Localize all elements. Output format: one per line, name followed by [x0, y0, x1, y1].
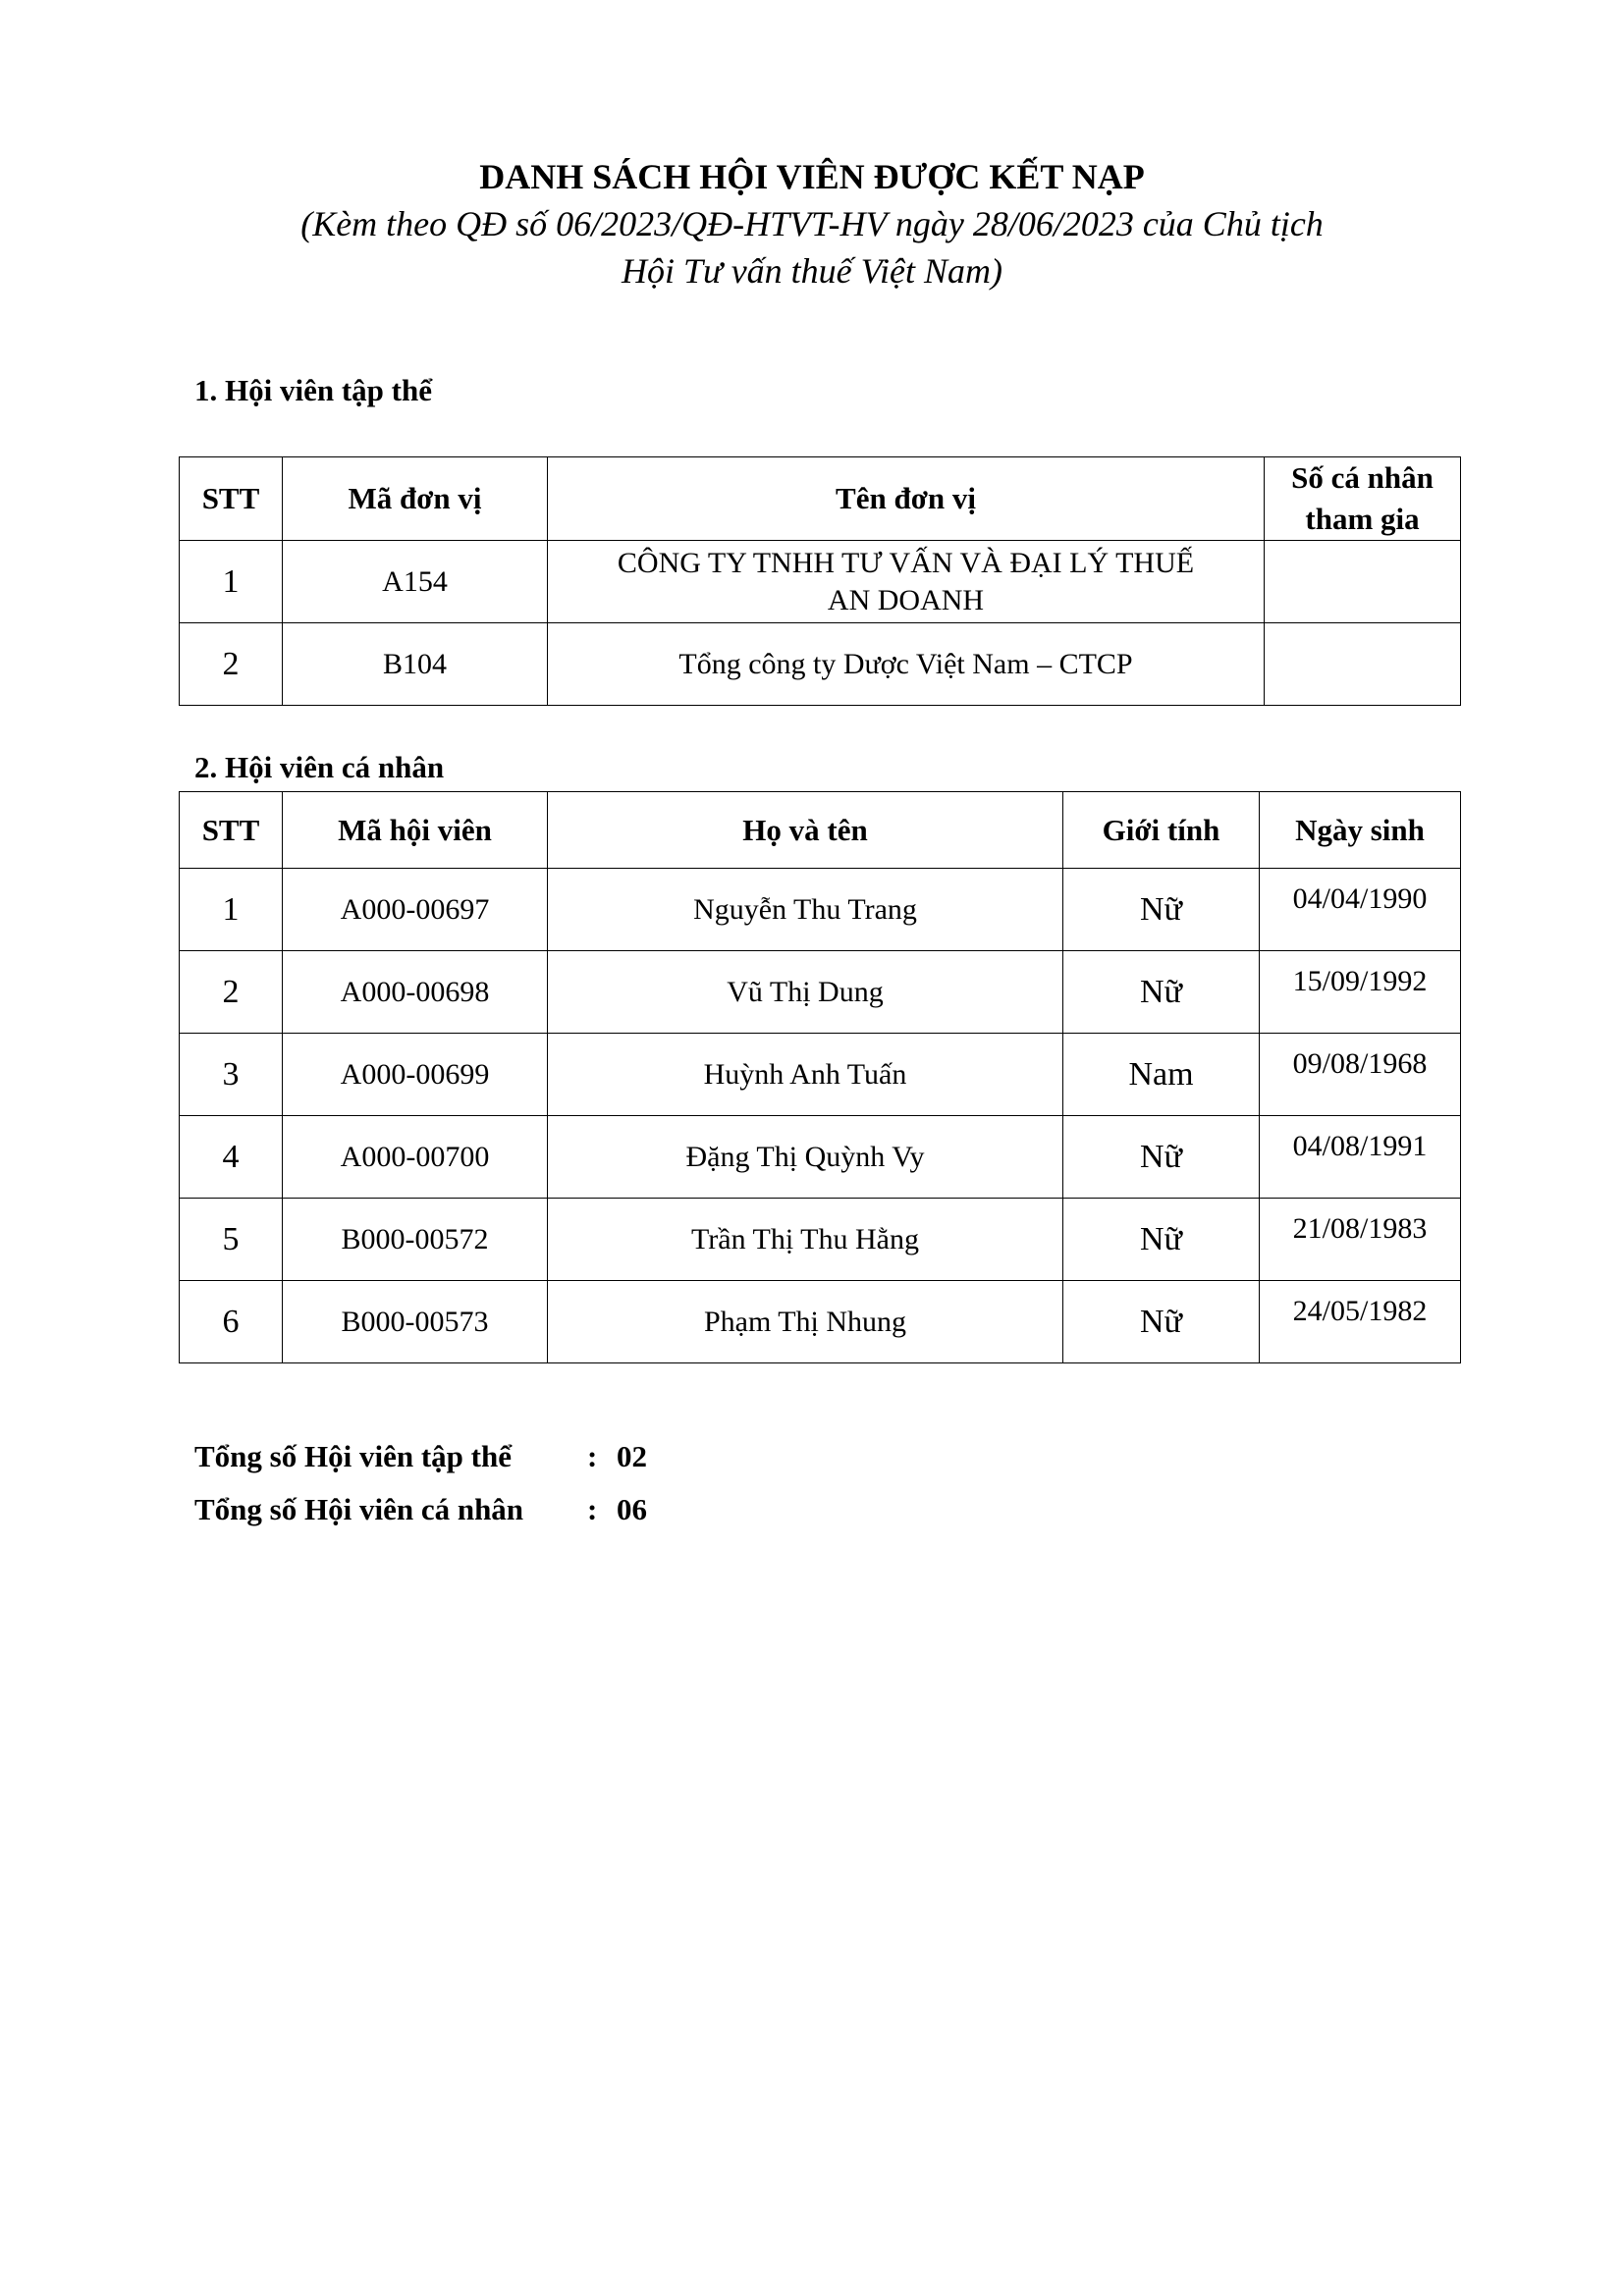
birth-date-cell: 21/08/1983 — [1260, 1199, 1461, 1281]
column-header-member-count: Số cá nhân tham gia — [1265, 457, 1461, 541]
birth-date-cell: 09/08/1968 — [1260, 1034, 1461, 1116]
full-name-cell: Huỳnh Anh Tuấn — [548, 1034, 1063, 1116]
member-count-cell — [1265, 541, 1461, 623]
summary-collective-label: Tổng số Hội viên tập thể — [194, 1439, 512, 1473]
individual-members-table — [179, 791, 1461, 1363]
summary-separator: : — [587, 1492, 598, 1526]
gender-cell: Nữ — [1063, 951, 1260, 1034]
section-heading-individual: 2. Hội viên cá nhân — [194, 750, 445, 784]
gender-cell: Nữ — [1063, 869, 1260, 951]
section-heading-collective: 1. Hội viên tập thể — [194, 373, 432, 407]
table-row — [180, 623, 1461, 706]
full-name-cell: Đặng Thị Quỳnh Vy — [548, 1116, 1063, 1199]
table-row — [180, 1281, 1461, 1363]
table-row — [180, 541, 1461, 623]
summary-separator: : — [587, 1439, 598, 1473]
table-row — [180, 1199, 1461, 1281]
member-code-cell: B000-00573 — [283, 1281, 548, 1363]
birth-date-cell: 04/04/1990 — [1260, 869, 1461, 951]
summary-individual-label: Tổng số Hội viên cá nhân — [194, 1492, 524, 1526]
gender-cell: Nữ — [1063, 1199, 1260, 1281]
document-title: DANH SÁCH HỘI VIÊN ĐƯỢC KẾT NẠP — [479, 157, 1145, 196]
stt-cell: 5 — [180, 1199, 283, 1281]
summary-individual-value: 06 — [617, 1492, 647, 1526]
birth-date-cell: 24/05/1982 — [1260, 1281, 1461, 1363]
unit-code-cell: A154 — [283, 541, 548, 623]
gender-cell: Nam — [1063, 1034, 1260, 1116]
summary-individual-total — [194, 1490, 647, 1529]
unit-code-cell: B104 — [283, 623, 548, 706]
full-name-cell: Vũ Thị Dung — [548, 951, 1063, 1034]
column-header-birth-date: Ngày sinh — [1260, 792, 1461, 869]
column-header-member-code: Mã hội viên — [283, 792, 548, 869]
stt-cell: 1 — [180, 869, 283, 951]
member-code-cell: B000-00572 — [283, 1199, 548, 1281]
table-row — [180, 951, 1461, 1034]
gender-cell: Nữ — [1063, 1116, 1260, 1199]
member-code-cell: A000-00697 — [283, 869, 548, 951]
subtitle-line-2: Hội Tư vấn thuế Việt Nam) — [622, 251, 1002, 291]
member-code-cell: A000-00700 — [283, 1116, 548, 1199]
column-header-unit-code: Mã đơn vị — [283, 457, 548, 541]
birth-date-cell: 15/09/1992 — [1260, 951, 1461, 1034]
unit-name-cell: Tổng công ty Dược Việt Nam – CTCP — [548, 623, 1265, 706]
table-row — [180, 1116, 1461, 1199]
full-name-cell: Phạm Thị Nhung — [548, 1281, 1063, 1363]
member-code-cell: A000-00698 — [283, 951, 548, 1034]
full-name-cell: Trần Thị Thu Hằng — [548, 1199, 1063, 1281]
stt-cell: 6 — [180, 1281, 283, 1363]
birth-date-cell: 04/08/1991 — [1260, 1116, 1461, 1199]
unit-name-cell: CÔNG TY TNHH TƯ VẤN VÀ ĐẠI LÝ THUẾ AN DOANH — [548, 541, 1265, 623]
column-header-unit-name: Tên đơn vị — [548, 457, 1265, 541]
member-count-cell — [1265, 623, 1461, 706]
stt-cell: 1 — [180, 541, 283, 623]
gender-cell: Nữ — [1063, 1281, 1260, 1363]
collective-members-table — [179, 456, 1461, 706]
summary-collective-total — [194, 1437, 647, 1476]
column-header-gender: Giới tính — [1063, 792, 1260, 869]
member-code-cell: A000-00699 — [283, 1034, 548, 1116]
table-row — [180, 1034, 1461, 1116]
stt-cell: 3 — [180, 1034, 283, 1116]
stt-cell: 2 — [180, 623, 283, 706]
subtitle-line-1: (Kèm theo QĐ số 06/2023/QĐ-HTVT-HV ngày 28/06/2023 của Chủ tịch — [300, 204, 1324, 243]
stt-cell: 4 — [180, 1116, 283, 1199]
stt-cell: 2 — [180, 951, 283, 1034]
summary-collective-value: 02 — [617, 1439, 647, 1473]
table-header-row — [180, 792, 1461, 869]
column-header-stt: STT — [180, 792, 283, 869]
column-header-stt: STT — [180, 457, 283, 541]
table-header-row — [180, 457, 1461, 541]
column-header-full-name: Họ và tên — [548, 792, 1063, 869]
document-subtitle — [0, 200, 1624, 294]
full-name-cell: Nguyễn Thu Trang — [548, 869, 1063, 951]
table-row — [180, 869, 1461, 951]
